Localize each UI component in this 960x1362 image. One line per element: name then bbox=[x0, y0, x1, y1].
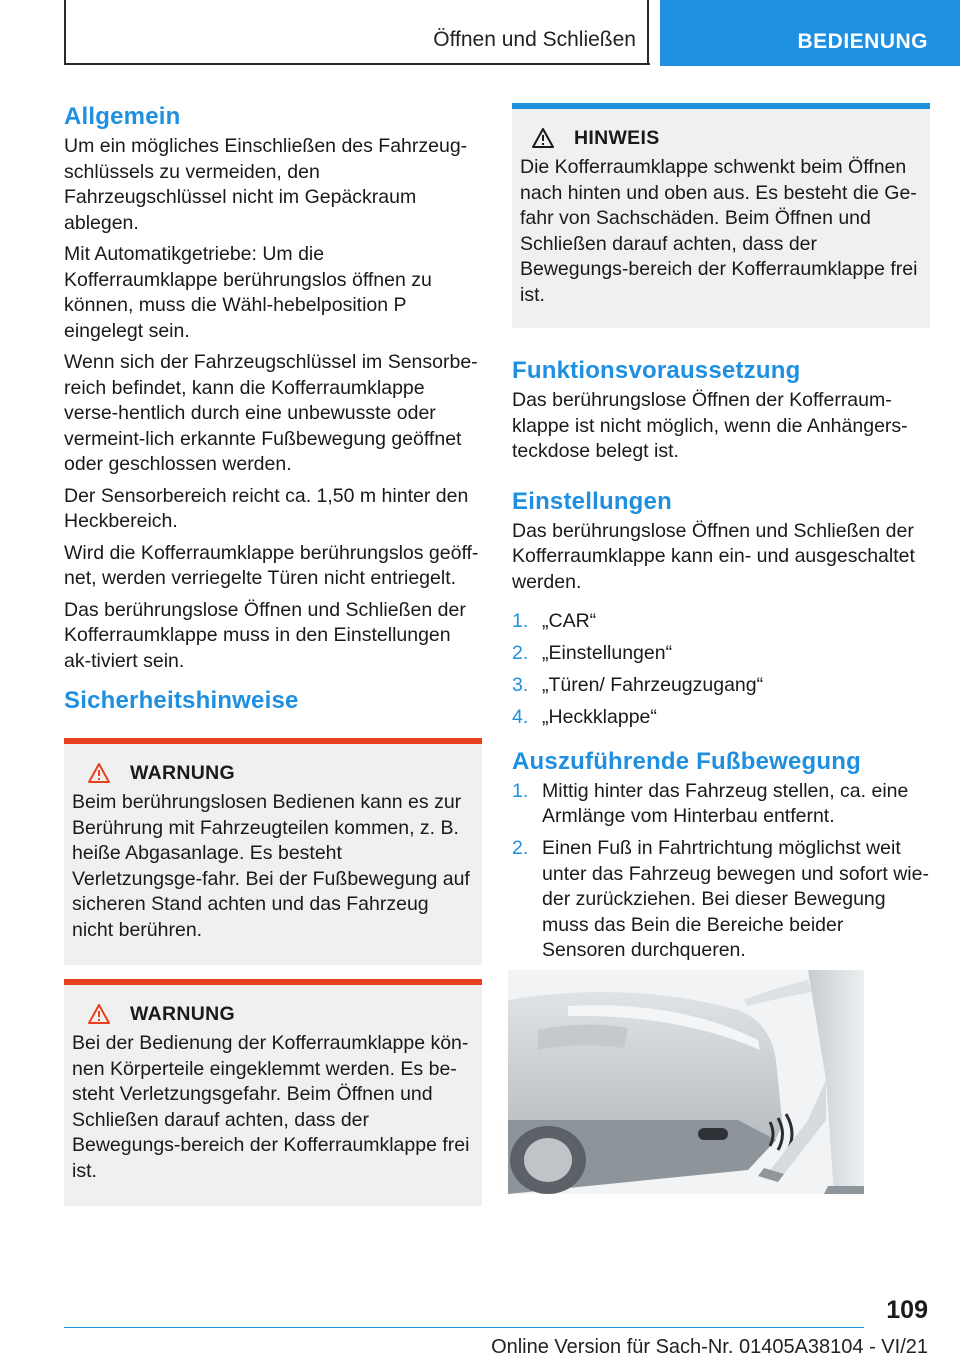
chapter-tab-label: BEDIENUNG bbox=[797, 30, 928, 53]
hint-box bbox=[512, 103, 930, 328]
paragraph: Wenn sich der Fahrzeugschlüssel im Sensorbe-reich befindet, kann die Kofferraumklappe verse-hentlich durch eine unbewusste oder vermeint-lich erkannte Fußbewegung geöffnet oder geschlossen werden. bbox=[64, 351, 478, 475]
warning-triangle-icon bbox=[88, 763, 110, 783]
footer-divider bbox=[64, 1327, 864, 1328]
list-item: 2. Einen Fuß in Fahrtrichtung möglichst weit unter das Fahrzeug bewegen und sofort wie-der zurückziehen. Bei dieser Bewegung muss das Bein die Bereiche beider Sensoren durchqueren. bbox=[512, 837, 929, 961]
list-item: 4. „Heckklappe“ bbox=[512, 706, 657, 728]
foot-movement-steps bbox=[512, 779, 930, 964]
left-column bbox=[64, 100, 482, 1206]
header-divider-mid bbox=[647, 0, 649, 64]
header-underline bbox=[64, 63, 650, 65]
page-number: 109 bbox=[886, 1296, 928, 1324]
paragraph: Der Sensorbereich reicht ca. 1,50 m hinter den Heckbereich. bbox=[64, 484, 469, 532]
section-title: Öffnen und Schließen bbox=[433, 28, 636, 51]
warning-label: WARNUNG bbox=[130, 1002, 236, 1025]
heading-funktionsvoraussetzung: Funktionsvoraussetzung bbox=[512, 357, 801, 384]
warning-text: Bei der Bedienung der Kofferraumklappe kön-nen Körperteile eingeklemmt werden. Es be-steht Verletzungsgefahr. Beim Öffnen und Schließen darauf achten, dass der Bewegungs-bereich der Kofferraumklappe frei ist. bbox=[72, 1032, 470, 1182]
paragraph: Mit Automatikgetriebe: Um die Kofferraumklappe berührungslos öffnen zu können, muss die Wähl-hebelposition P eingelegt sein. bbox=[64, 243, 432, 342]
hint-label: HINWEIS bbox=[574, 126, 660, 149]
settings-steps-list bbox=[512, 609, 930, 731]
online-version-text: Online Version für Sach-Nr. 01405A38104 - VI/21 bbox=[491, 1336, 928, 1358]
list-item: 3. „Türen/ Fahrzeugzugang“ bbox=[512, 674, 764, 696]
chapter-tab[interactable] bbox=[660, 0, 960, 66]
hint-text: Die Kofferraumklappe schwenkt beim Öffnen nach hinten und oben aus. Es besteht die Ge-fahr von Sachschäden. Beim Öffnen und Schließen darauf achten, dass der Bewegungs-bereich der Kofferraumklappe frei ist. bbox=[520, 156, 918, 306]
heading-fussbewegung: Auszuführende Fußbewegung bbox=[512, 747, 861, 775]
paragraph: Um ein mögliches Einschließen des Fahrzeug-schlüssels zu vermeiden, den Fahrzeugschlüssel nicht im Gepäckraum ablegen. bbox=[64, 135, 468, 234]
hint-triangle-icon bbox=[532, 128, 554, 148]
warning-box bbox=[64, 738, 482, 965]
warning-text: Beim berührungslosen Bedienen kann es zur Berührung mit Fahrzeugteilen kommen, z. B. heiße Abgasanlage. Es besteht Verletzungsge-fahr. Bei der Fußbewegung auf sicheren Stand achten und das Fahrzeug nicht berühren. bbox=[72, 791, 470, 941]
warning-box bbox=[64, 979, 482, 1206]
heading-einstellungen: Einstellungen bbox=[512, 487, 672, 515]
right-column bbox=[512, 103, 930, 970]
list-item: 2. „Einstellungen“ bbox=[512, 642, 673, 664]
paragraph: Das berührungslose Öffnen der Kofferraum-klappe ist nicht möglich, wenn die Anhängers-teckdose belegt ist. bbox=[512, 389, 908, 462]
list-item: 1. Mittig hinter das Fahrzeug stellen, ca. eine Armlänge vom Hinterbau entfernt. bbox=[512, 779, 909, 827]
list-item: 1. „CAR“ bbox=[512, 610, 597, 632]
paragraph: Das berührungslose Öffnen und Schließen der Kofferraumklappe muss in den Einstellungen ak-tiviert sein. bbox=[64, 598, 466, 672]
warning-label: WARNUNG bbox=[130, 761, 236, 784]
foot-movement-illustration bbox=[508, 970, 864, 1194]
paragraph: Wird die Kofferraumklappe berührungslos geöff-net, werden verriegelte Türen nicht entriegelt. bbox=[64, 541, 479, 589]
heading-allgemein: Allgemein bbox=[64, 103, 181, 130]
heading-sicherheitshinweise: Sicherheitshinweise bbox=[64, 687, 299, 714]
warning-triangle-icon bbox=[88, 1004, 110, 1024]
paragraph: Das berührungslose Öffnen und Schließen der Kofferraumklappe kann ein- und ausgeschaltet werden. bbox=[512, 519, 915, 593]
